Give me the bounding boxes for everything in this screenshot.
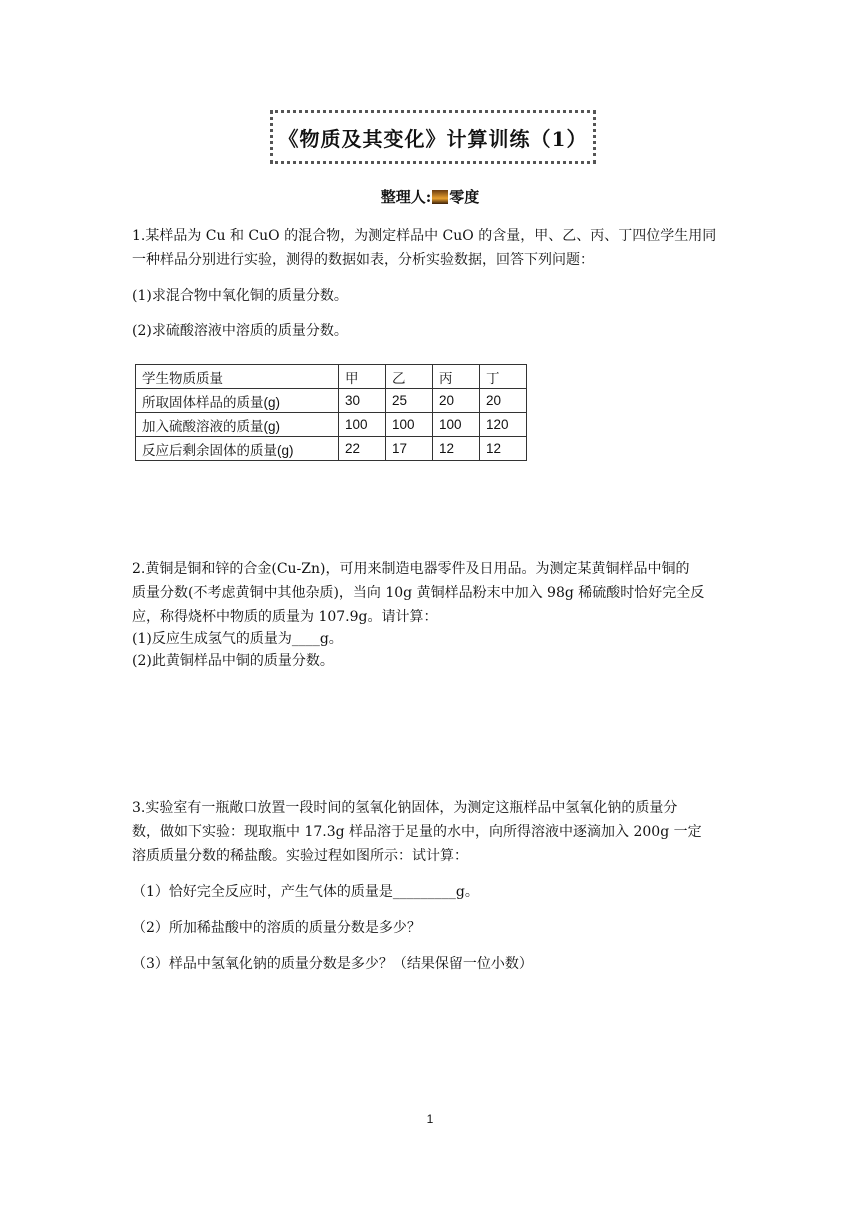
table-header-row: [136, 365, 527, 389]
table-cell: 20: [480, 389, 527, 413]
table-cell: 12: [433, 437, 480, 461]
q2-text-line-1: 2.黄铜是铜和锌的合金(Cu-Zn)，可用来制造电器零件及日用品。为测定某黄铜样品中铜的: [132, 561, 690, 577]
q3-text-line-2: 数，做如下实验：现取瓶中 17.3g 样品溶于足量的水中，向所得溶液中逐滴加入 200g 一定: [132, 824, 702, 840]
q1-sub-1: (1)求混合物中氧化铜的质量分数。: [132, 288, 348, 304]
page-number: 1: [426, 1112, 434, 1126]
table-cell: 30: [339, 389, 386, 413]
q3-sub-2: （2）所加稀盐酸中的溶质的质量分数是多少？: [132, 920, 421, 936]
table-cell: 100: [386, 413, 433, 437]
q2-text-line-3: 应，称得烧杯中物质的质量为 107.9g。请计算：: [132, 609, 438, 625]
table-cell: 120: [480, 413, 527, 437]
table-cell: 12: [480, 437, 527, 461]
q2-text-line-2: 质量分数(不考虑黄铜中其他杂质)，当向 10g 黄铜样品粉末中加入 98g 稀硫酸时恰好完全反: [132, 585, 705, 601]
table-cell: 所取固体样品的质量(g): [136, 389, 339, 413]
author-avatar-icon: [432, 190, 448, 204]
table-cell: 反应后剩余固体的质量(g): [136, 437, 339, 461]
table-header-cell: 甲: [339, 365, 386, 389]
table-row: [136, 389, 527, 413]
q3-sub-1: （1）恰好完全反应时，产生气体的质量是_________g。: [132, 884, 479, 900]
author-label: 整理人:: [380, 188, 432, 206]
table-cell: 25: [386, 389, 433, 413]
table-cell: 17: [386, 437, 433, 461]
table-cell: 100: [339, 413, 386, 437]
q1-sub-2: (2)求硫酸溶液中溶质的质量分数。: [132, 323, 348, 339]
q3-sub-3: （3）样品中氢氧化钠的质量分数是多少？（结果保留一位小数）: [132, 956, 533, 972]
table-cell: 100: [433, 413, 480, 437]
table-cell: 20: [433, 389, 480, 413]
table-row: [136, 437, 527, 461]
author-name: 零度: [449, 188, 480, 206]
table-header-cell: 学生物质质量: [136, 365, 339, 389]
table-header-cell: 乙: [386, 365, 433, 389]
q3-text-line-1: 3.实验室有一瓶敞口放置一段时间的氢氧化钠固体，为测定这瓶样品中氢氧化钠的质量分: [132, 800, 678, 816]
q1-data-table: [135, 364, 527, 461]
table-cell: 22: [339, 437, 386, 461]
q1-text-line-2: 一种样品分别进行实验，测得的数据如表，分析实验数据，回答下列问题：: [132, 252, 594, 268]
q2-sub-2: (2)此黄铜样品中铜的质量分数。: [132, 653, 334, 669]
table-header-cell: 丁: [480, 365, 527, 389]
q3-text-line-3: 溶质质量分数的稀盐酸。实验过程如图所示：试计算：: [132, 848, 468, 864]
table-header-cell: 丙: [433, 365, 480, 389]
q2-sub-1: (1)反应生成氢气的质量为____g。: [132, 631, 343, 647]
table-cell: 加入硫酸溶液的质量(g): [136, 413, 339, 437]
author-line: [0, 186, 860, 207]
q1-text-line-1: 1.某样品为 Cu 和 CuO 的混合物，为测定样品中 CuO 的含量，甲、乙、丙、丁四位学生用同: [132, 228, 717, 244]
page-title: 《物质及其变化》计算训练（1）: [270, 110, 596, 164]
table-row: [136, 413, 527, 437]
